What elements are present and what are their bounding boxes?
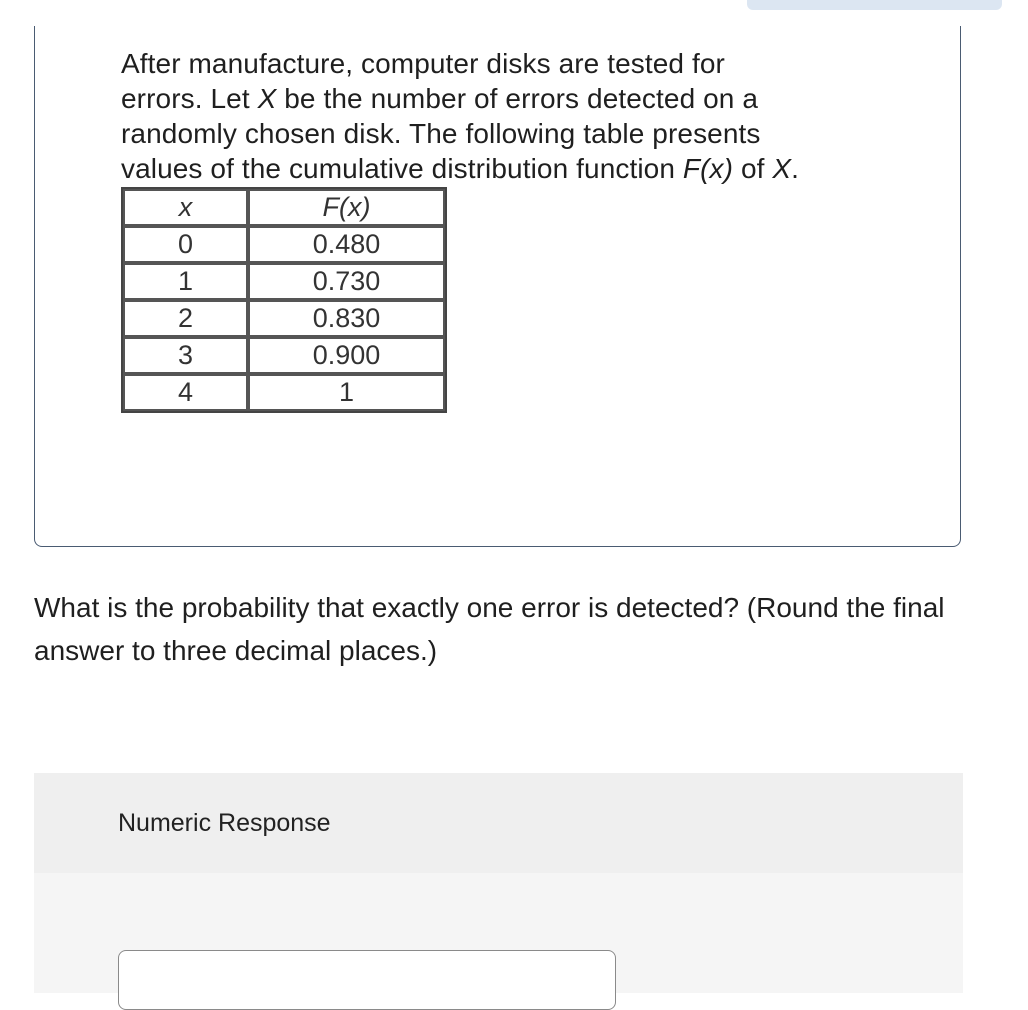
cell-fx: 0.900 bbox=[248, 337, 445, 374]
prompt-line-2a: errors. Let bbox=[121, 83, 258, 114]
table-row bbox=[123, 337, 445, 374]
response-header bbox=[34, 773, 963, 873]
prompt-line-4a: values of the cumulative distribution function bbox=[121, 153, 683, 184]
variable-x-2: X bbox=[772, 153, 792, 184]
cell-fx: 0.480 bbox=[248, 226, 445, 263]
cell-fx: 1 bbox=[248, 374, 445, 411]
cell-x: 2 bbox=[123, 300, 248, 337]
cell-fx: 0.730 bbox=[248, 263, 445, 300]
table-row bbox=[123, 374, 445, 411]
table-row bbox=[123, 263, 445, 300]
cell-fx: 0.830 bbox=[248, 300, 445, 337]
response-panel bbox=[34, 773, 963, 993]
prompt-line-2b: be the number of errors detected on a bbox=[276, 83, 759, 114]
cell-x: 1 bbox=[123, 263, 248, 300]
problem-statement bbox=[121, 46, 901, 186]
question-text: What is the probability that exactly one error is detected? (Round the final answer to three decimal places.) bbox=[34, 592, 945, 666]
table-row bbox=[123, 226, 445, 263]
prompt-line-3: randomly chosen disk. The following table presents bbox=[121, 118, 761, 149]
top-tab bbox=[747, 0, 1002, 10]
response-label: Numeric Response bbox=[118, 809, 331, 837]
numeric-answer-input[interactable] bbox=[118, 950, 616, 1010]
prompt-line-1: After manufacture, computer disks are tested for bbox=[121, 48, 725, 79]
header-fx: F(x) bbox=[248, 189, 445, 226]
cell-x: 0 bbox=[123, 226, 248, 263]
cell-x: 3 bbox=[123, 337, 248, 374]
prompt-line-4-end: . bbox=[791, 153, 800, 184]
cell-x: 4 bbox=[123, 374, 248, 411]
table-header-row bbox=[123, 189, 445, 226]
function-fx: F(x) bbox=[682, 153, 734, 184]
variable-x: X bbox=[257, 83, 277, 114]
header-x: x bbox=[123, 189, 248, 226]
prompt-line-4b: of bbox=[733, 153, 773, 184]
cdf-table bbox=[121, 187, 447, 413]
table-row bbox=[123, 300, 445, 337]
question-card bbox=[34, 26, 961, 547]
